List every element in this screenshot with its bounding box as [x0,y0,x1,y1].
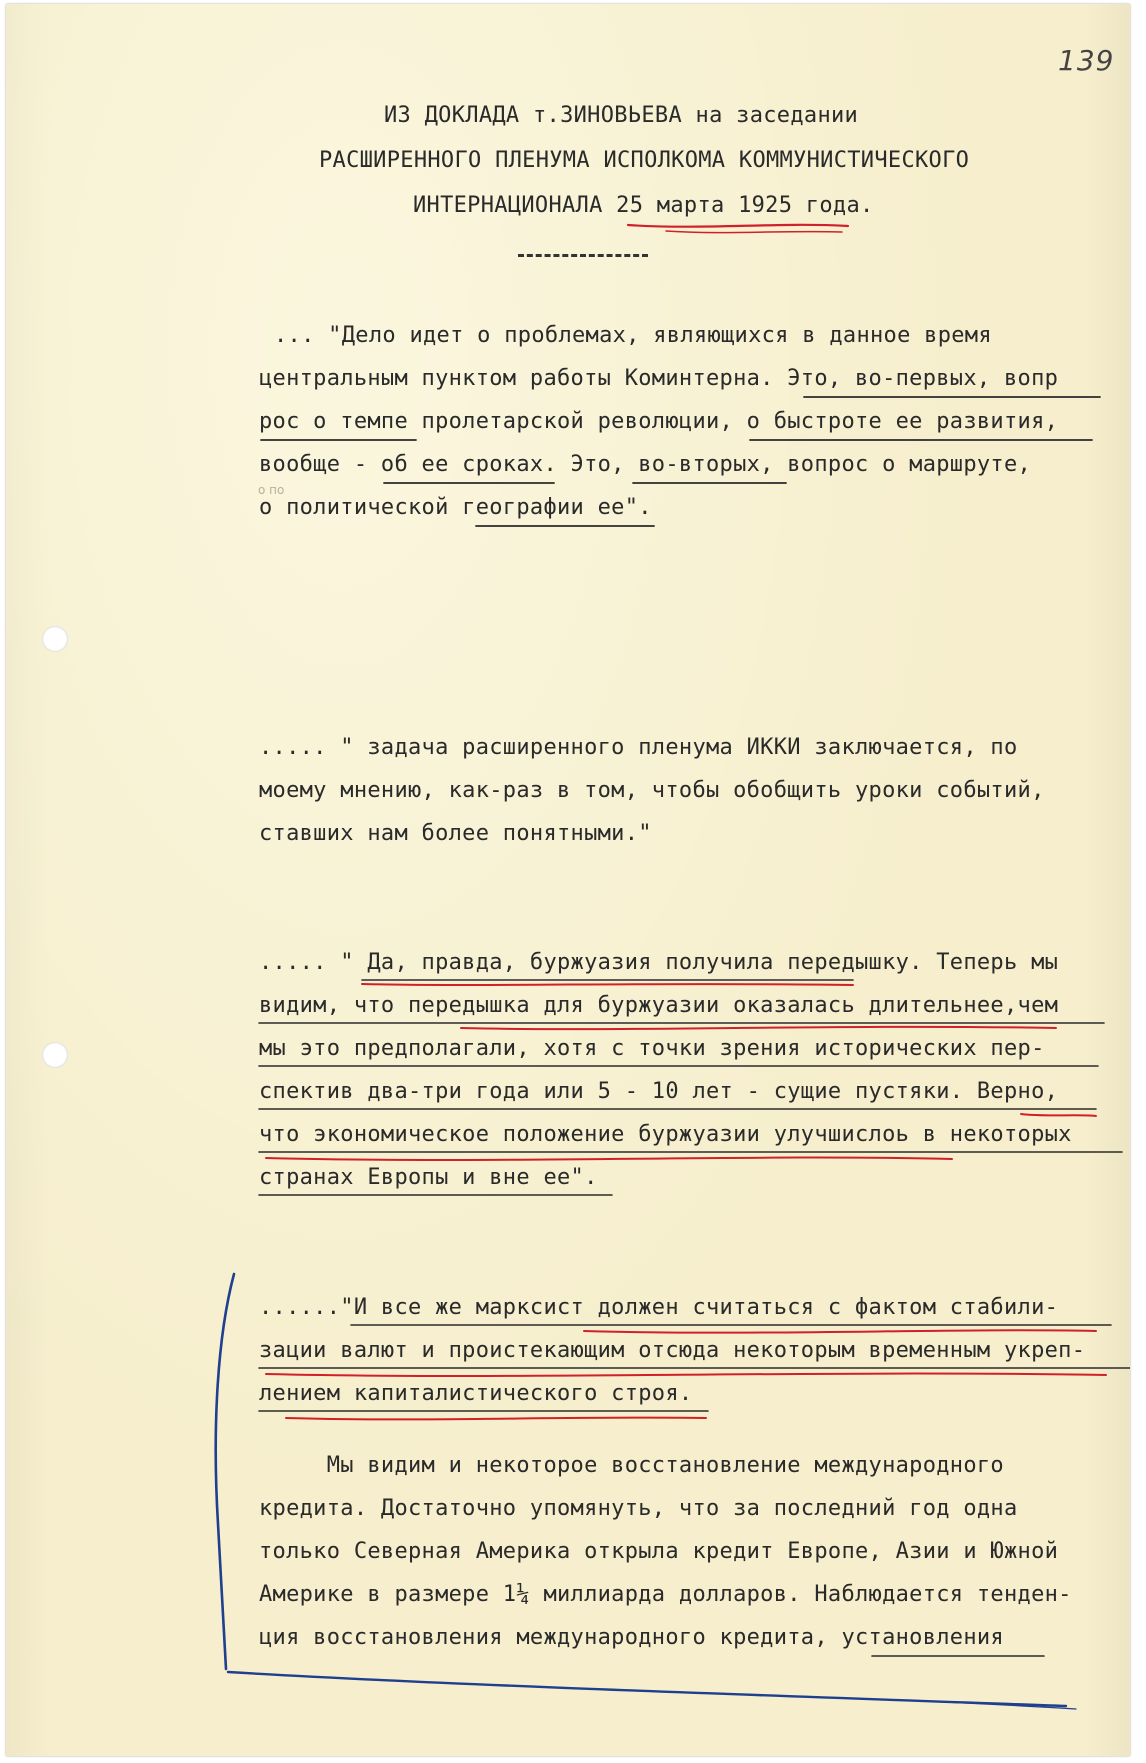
faint-stamp: о по [258,483,285,497]
blue-margin-bracket [216,1274,234,1669]
title-line-2: РАСШИРЕННОГО ПЛЕНУМА ИСПОЛКОМА КОММУНИСТИЧЕСКОГО [319,148,970,173]
text-line: Мы видим и некоторое восстановление международного [259,1453,1004,1478]
text-line: Америке в размере 1¼ миллиарда долларов. Наблюдается тенден- [259,1582,1072,1607]
text-line: кредита. Достаточно упомянуть, что за последний год одна [259,1496,1018,1521]
text-line: моему мнению, как-раз в том, чтобы обобщить уроки событий, [259,778,1045,803]
text-line: видим, что передышка для буржуазии оказалась длительнее,чем [259,993,1059,1018]
red-underline [286,1418,706,1420]
red-underline [584,1330,1096,1332]
text-line: ставших нам более понятными." [259,821,652,846]
title-line-3: ИНТЕРНАЦИОНАЛА 25 марта 1925 года. [413,193,874,218]
red-underline [362,984,853,985]
text-line: мы это предполагали, хотя с точки зрения исторических пер- [259,1036,1045,1061]
text-line: ..... " задача расширенного пленума ИККИ заключается, по [259,735,1018,760]
text-line: ......"И все же марксист должен считаться с фактом стабили- [259,1295,1059,1320]
text-line: ... "Дело идет о проблемах, являющихся в данное время [274,323,992,348]
red-underline [1021,1114,1096,1116]
title-line-1: ИЗ ДОКЛАДА т.ЗИНОВЬЕВА на заседании [384,103,859,128]
text-line: ция восстановления международного кредита, установления [259,1625,1004,1650]
pencil-annotations [6,4,1130,1756]
text-line: зации валют и проистекающим отсюда некоторым временным укреп- [259,1338,1086,1363]
red-underline [461,1027,1056,1029]
page-number: 139 [1058,44,1115,77]
text-line: странах Европы и вне ее". [259,1165,598,1190]
text-line: рос о темпе пролетарской революции, о быстроте ее развития, [259,409,1059,434]
text-line: ..... " Да, правда, буржуазия получила передышку. Теперь мы [259,950,1059,975]
text-line: о политической географии ее". [259,495,652,520]
red-underline [666,231,842,233]
blue-underline [228,1672,1066,1706]
red-underline [628,225,848,227]
text-line: центральным пунктом работы Коминтерна. Это, во-первых, вопр [259,366,1059,391]
document-page [6,4,1130,1756]
red-underline [266,1158,952,1160]
text-line: только Северная Америка открыла кредит Европе, Азии и Южной [259,1539,1059,1564]
text-line: лением капиталистического строя. [259,1381,693,1406]
text-line: что экономическое положение буржуазии улучшислоь в некоторых [259,1122,1072,1147]
text-line: вообще - об ее сроках. Это, во-вторых, вопрос о маршруте, [259,452,1032,477]
red-underline [266,1374,1106,1376]
text-line: спектив два-три года или 5 - 10 лет - сущие пустяки. Верно, [259,1079,1059,1104]
